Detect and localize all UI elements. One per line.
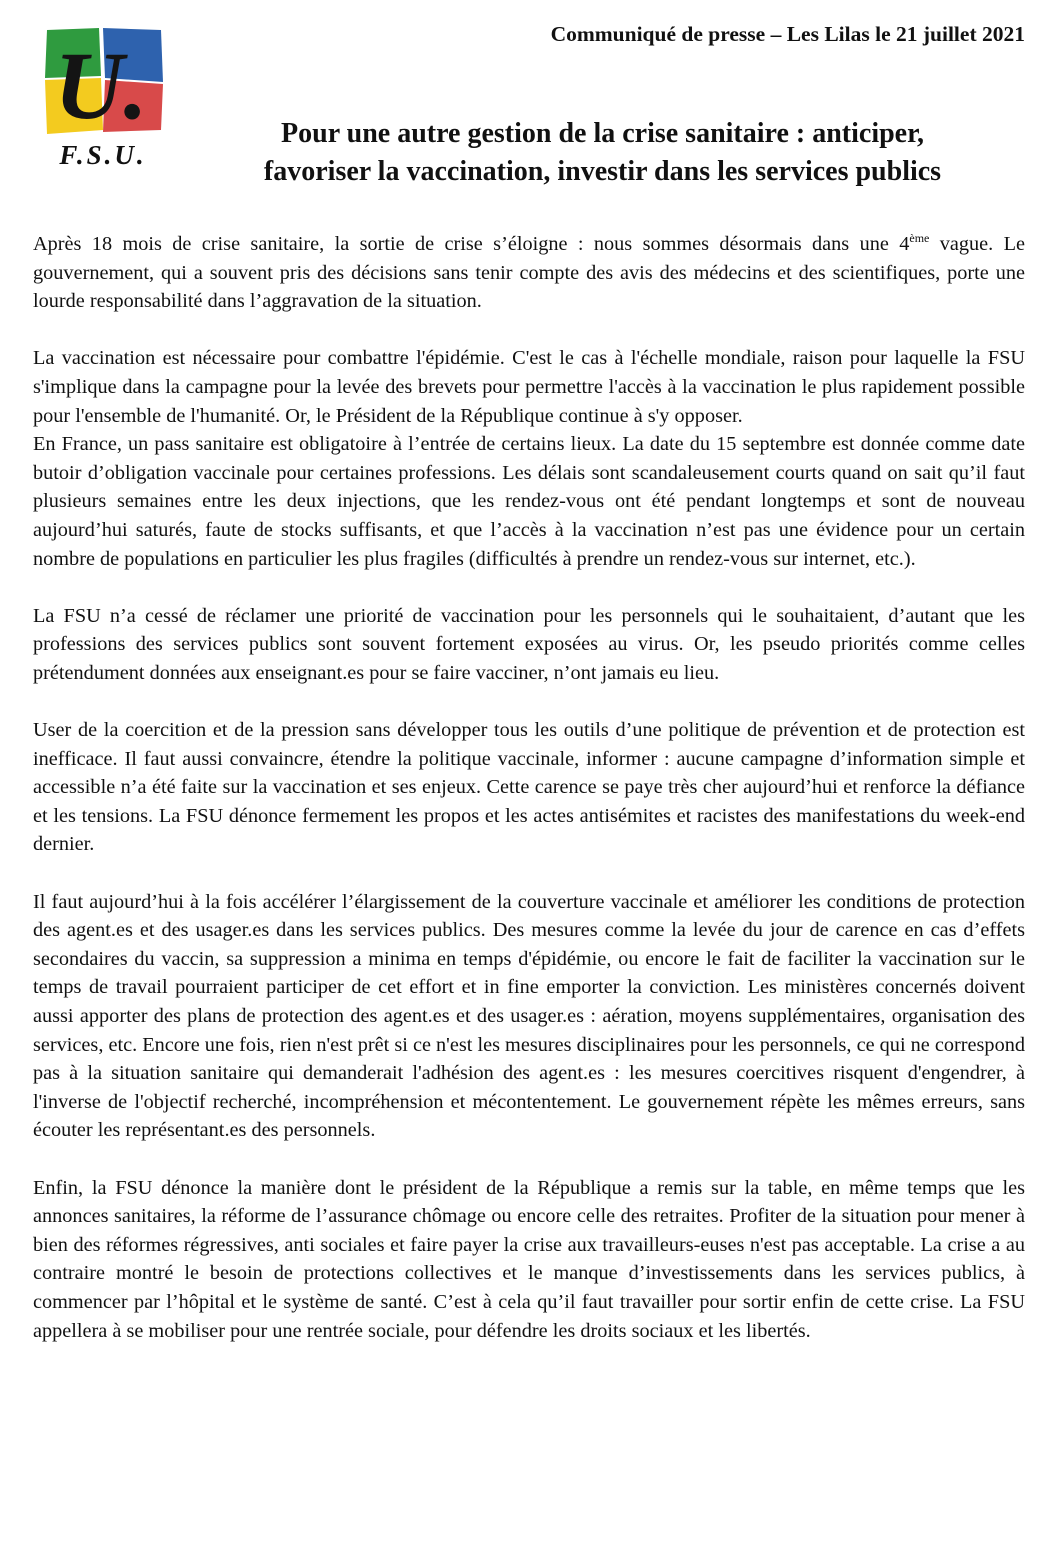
ordinal-suffix: ème bbox=[909, 231, 930, 246]
paragraph-vaccination: La vaccination est nécessaire pour combattre l'épidémie. C'est le cas à l'échelle mondiale, raison pour laquelle la FSU s'implique dans la campagne pour la levée des brevets pour permettre l'accès à la vaccination le plus rapidement possible pour l'ensemble de l'humanité. Or, le Président de la République continue à s'y opposer. bbox=[33, 347, 1025, 427]
paragraph-pass-sanitaire: En France, un pass sanitaire est obligatoire à l’entrée de certains lieux. La date du 15 septembre est donnée comme date butoir d’obligation vaccinale pour certaines professions. Les délais sont scandaleusement courts quand on sait qu’il faut plusieurs semaines entre les deux injections, que les rendez-vous ont été pendant longtemps et sont de nouveau aujourd’hui saturés, faute de stocks suffisants, et que l’accès à la vaccination n’est pas une évidence pour un certain nombre de populations en particulier les plus fragiles (difficultés à prendre un rendez-vous sur internet, etc.). bbox=[33, 433, 1025, 570]
intro-text: Après 18 mois de crise sanitaire, la sortie de crise s’éloigne : nous sommes désormais dans une 4 bbox=[33, 233, 910, 255]
paragraph-measures: Il faut aujourd’hui à la fois accélérer l’élargissement de la couverture vaccinale et améliorer les conditions de protection des agent.es et des usager.es dans les services publics. Des mesures comme la levée du jour de carence en cas d’effets secondaires du vaccin, sa suppression a minima en temps d'épidémie, ou encore le fait de faciliter la vaccination sur le temps de travail pourraient participer de cet effort et in fine emporter la conviction. Les ministères concernés doivent aussi apporter des plans de protection des agent.es et des usager.es : aération, moyens supplémentaires, organisation des services, etc. Encore une fois, rien n'est prêt si ce n'est les mesures disciplinaires pour les personnels, ce qui ne correspond pas à la situation sanitaire qui demanderait l'adhésion des agent.es : les mesures coercitives risquent d'engendrer, à l'inverse de l'objectif recherché, incompréhension et mécontentement. Le gouvernement répète les mêmes erreurs, sans écouter les représentant.es des personnels. bbox=[33, 890, 1025, 1142]
fsu-logo bbox=[41, 26, 165, 172]
fsu-logo-mark bbox=[41, 26, 165, 138]
page-title bbox=[180, 115, 1025, 191]
title-line-2: favoriser la vaccination, investir dans les services publics bbox=[263, 156, 942, 187]
paragraph-coercion: User de la coercition et de la pression sans développer tous les outils d’une politique de prévention et de protection est inefficace. Il faut aussi convaincre, étendre la politique vaccinale, informer : aucune campagne d’information simple et accessible n’a été faite sur la vaccination et ses enjeux. Cette carence se paye très cher aujourd’hui et renforce la défiance et les tensions. La FSU dénonce fermement les propos et les actes antisémites et racistes des manifestations du week-end dernier. bbox=[33, 719, 1025, 856]
logo-monogram: U. bbox=[54, 32, 148, 138]
title-line-1: Pour une autre gestion de la crise sanitaire : anticiper, bbox=[281, 118, 924, 149]
dateline: Communiqué de presse – Les Lilas le 21 juillet 2021 bbox=[550, 22, 1025, 46]
paragraph-conclusion: Enfin, la FSU dénonce la manière dont le président de la République a remis sur la table, en même temps que les annonces sanitaires, la réforme de l’assurance chômage ou encore celle des retraites. Profiter de la situation pour mener à bien des réformes régressives, anti sociales et faire payer la crise aux travailleurs-euses n'est pas acceptable. La crise a au contraire montré le besoin de protections collectives et le manque d’investissements dans les services publics, à commencer par l’hôpital et le système de santé. C’est à cela qu’il faut travailler pour sortir enfin de cette crise. La FSU appellera à se mobiliser pour une rentrée sociale, pour défendre les droits sociaux et les libertés. bbox=[33, 1176, 1025, 1342]
paragraph-priority: La FSU n’a cessé de réclamer une priorité de vaccination pour les personnels qui le souhaitaient, d’autant que les professions des services publics sont souvent fortement exposées au virus. Or, les pseudo priorités comme celles prétendument données aux enseignant.es pour se faire vacciner, n’ont jamais eu lieu. bbox=[33, 604, 1025, 684]
paragraph-intro bbox=[33, 230, 1025, 316]
intro-text-cont: vague. Le gouvernement, qui a souvent pris des décisions sans tenir compte des avis des médecins et des scientifiques, porte une lourde responsabilité dans l’aggravation de la situation. bbox=[33, 233, 1026, 313]
logo-caption: F.S.U. bbox=[59, 140, 147, 170]
press-release-body bbox=[33, 230, 1025, 1345]
